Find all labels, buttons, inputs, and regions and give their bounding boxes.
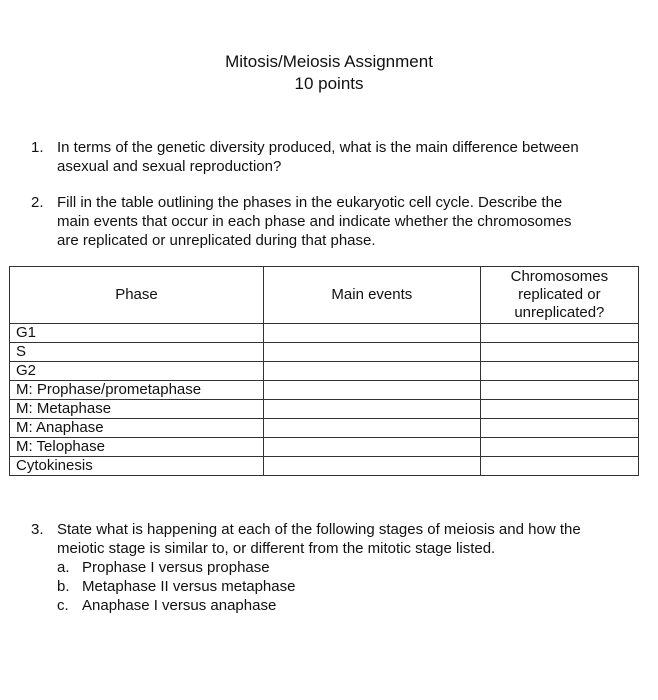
chromosomes-cell[interactable] bbox=[480, 324, 638, 343]
table-header-row bbox=[10, 267, 639, 324]
header-chromosomes-line-1: Chromosomes bbox=[510, 268, 609, 285]
phase-cell: G1 bbox=[10, 324, 264, 343]
header-chromosomes-line-2: replicated or bbox=[518, 286, 601, 303]
header-chromosomes bbox=[480, 267, 638, 324]
main-events-cell[interactable] bbox=[263, 324, 480, 343]
phase-cell: M: Anaphase bbox=[10, 419, 264, 438]
header-main-events: Main events bbox=[263, 267, 480, 324]
question-1-text bbox=[57, 138, 579, 176]
question-2-line-1: Fill in the table outlining the phases in the eukaryotic cell cycle. Describe the bbox=[57, 194, 563, 211]
question-1-line-1: In terms of the genetic diversity produced, what is the main difference between bbox=[57, 139, 579, 156]
question-3-line-1: State what is happening at each of the following stages of meiosis and how the bbox=[57, 521, 581, 538]
chromosomes-cell[interactable] bbox=[480, 362, 638, 381]
main-events-cell[interactable] bbox=[263, 362, 480, 381]
phase-cell: M: Metaphase bbox=[10, 400, 264, 419]
chromosomes-cell[interactable] bbox=[480, 457, 638, 476]
table-row bbox=[10, 419, 639, 438]
item-letter: a. bbox=[57, 559, 70, 576]
chromosomes-cell[interactable] bbox=[480, 438, 638, 457]
main-events-cell[interactable] bbox=[263, 438, 480, 457]
question-3-text bbox=[57, 520, 581, 558]
chromosomes-cell[interactable] bbox=[480, 343, 638, 362]
table-row bbox=[10, 400, 639, 419]
title-block bbox=[0, 51, 658, 95]
table-row bbox=[10, 381, 639, 400]
page-title: Mitosis/Meiosis Assignment bbox=[225, 52, 433, 71]
phase-cell: Cytokinesis bbox=[10, 457, 264, 476]
question-2-number: 2. bbox=[31, 194, 44, 211]
question-2-line-3: are replicated or unreplicated during that phase. bbox=[57, 232, 376, 249]
phase-cell: S bbox=[10, 343, 264, 362]
item-text: Metaphase II versus metaphase bbox=[82, 578, 296, 595]
question-3-line-2: meiotic stage is similar to, or different from the mitotic stage listed. bbox=[57, 540, 496, 557]
item-letter: b. bbox=[57, 578, 70, 595]
phase-cell: G2 bbox=[10, 362, 264, 381]
question-2-text bbox=[57, 193, 571, 250]
phase-cell: M: Telophase bbox=[10, 438, 264, 457]
table-row bbox=[10, 343, 639, 362]
question-1-number: 1. bbox=[31, 139, 44, 156]
points-label: 10 points bbox=[294, 74, 364, 93]
phase-cell: M: Prophase/prometaphase bbox=[10, 381, 264, 400]
chromosomes-cell[interactable] bbox=[480, 400, 638, 419]
header-chromosomes-line-3: unreplicated? bbox=[514, 304, 605, 321]
table-row bbox=[10, 362, 639, 381]
table-row bbox=[10, 324, 639, 343]
item-text: Prophase I versus prophase bbox=[82, 559, 270, 576]
main-events-cell[interactable] bbox=[263, 381, 480, 400]
question-1-line-2: asexual and sexual reproduction? bbox=[57, 158, 282, 175]
main-events-cell[interactable] bbox=[263, 343, 480, 362]
main-events-cell[interactable] bbox=[263, 457, 480, 476]
cell-cycle-table bbox=[9, 266, 639, 476]
chromosomes-cell[interactable] bbox=[480, 381, 638, 400]
item-text: Anaphase I versus anaphase bbox=[82, 597, 277, 614]
main-events-cell[interactable] bbox=[263, 419, 480, 438]
item-letter: c. bbox=[57, 597, 69, 614]
question-3-number: 3. bbox=[31, 521, 44, 538]
chromosomes-cell[interactable] bbox=[480, 419, 638, 438]
main-events-cell[interactable] bbox=[263, 400, 480, 419]
table-row bbox=[10, 457, 639, 476]
question-2-line-2: main events that occur in each phase and indicate whether the chromosomes bbox=[57, 213, 572, 230]
header-phase: Phase bbox=[10, 267, 264, 324]
table-row bbox=[10, 438, 639, 457]
